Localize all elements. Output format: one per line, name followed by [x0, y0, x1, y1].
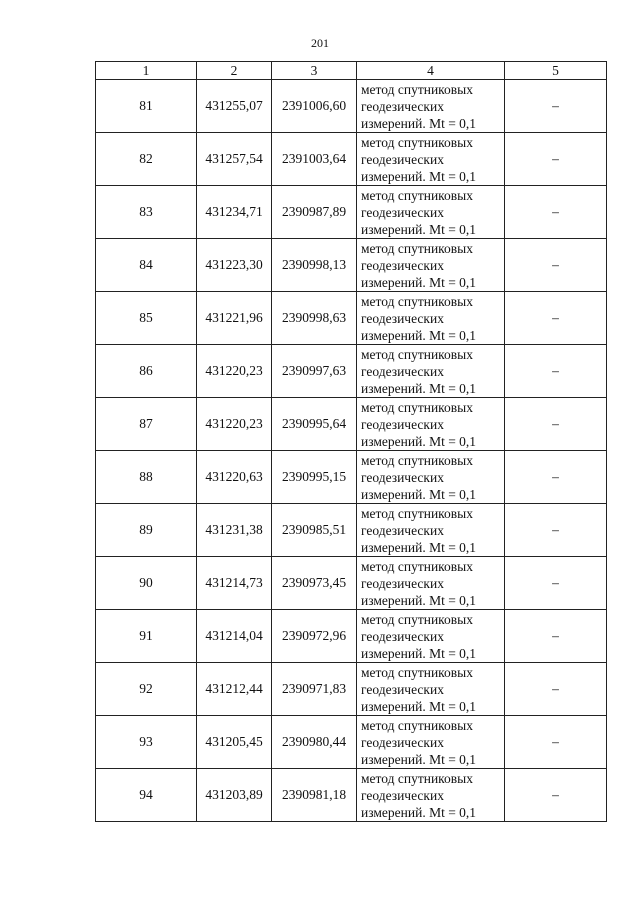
column-header-3: 3 [272, 62, 357, 80]
note-cell: – [505, 345, 607, 398]
method-line: измерений. Mt = 0,1 [361, 804, 477, 820]
column-header-5: 5 [505, 62, 607, 80]
method-cell [357, 451, 505, 504]
note-cell: – [505, 133, 607, 186]
point-number-cell: 91 [96, 610, 197, 663]
method-line: геодезических [361, 575, 444, 591]
y-coordinate-cell: 2390980,44 [272, 716, 357, 769]
note-cell: – [505, 769, 607, 822]
method-line: геодезических [361, 522, 444, 538]
x-coordinate-cell: 431212,44 [197, 663, 272, 716]
method-line: измерений. Mt = 0,1 [361, 274, 477, 290]
y-coordinate-cell: 2390972,96 [272, 610, 357, 663]
x-coordinate-cell: 431255,07 [197, 80, 272, 133]
method-line: измерений. Mt = 0,1 [361, 486, 477, 502]
y-coordinate-cell: 2390985,51 [272, 504, 357, 557]
y-coordinate-cell: 2391003,64 [272, 133, 357, 186]
note-cell: – [505, 663, 607, 716]
method-cell [357, 504, 505, 557]
y-coordinate-cell: 2390998,63 [272, 292, 357, 345]
page-number: 201 [311, 36, 329, 50]
point-number-cell: 87 [96, 398, 197, 451]
column-header-1: 1 [96, 62, 197, 80]
method-line: геодезических [361, 734, 444, 750]
method-cell [357, 292, 505, 345]
point-number-cell: 84 [96, 239, 197, 292]
method-line: метод спутниковых [361, 505, 473, 521]
method-cell [357, 133, 505, 186]
x-coordinate-cell: 431231,38 [197, 504, 272, 557]
method-line: метод спутниковых [361, 717, 473, 733]
x-coordinate-cell: 431220,23 [197, 398, 272, 451]
method-cell [357, 716, 505, 769]
y-coordinate-cell: 2390987,89 [272, 186, 357, 239]
method-line: метод спутниковых [361, 558, 473, 574]
point-number-cell: 83 [96, 186, 197, 239]
point-number-cell: 85 [96, 292, 197, 345]
note-cell: – [505, 398, 607, 451]
note-cell: – [505, 292, 607, 345]
method-cell [357, 186, 505, 239]
table-row [96, 186, 607, 239]
table-row [96, 80, 607, 133]
table-row [96, 716, 607, 769]
y-coordinate-cell: 2390997,63 [272, 345, 357, 398]
method-line: измерений. Mt = 0,1 [361, 592, 477, 608]
table-row [96, 398, 607, 451]
x-coordinate-cell: 431221,96 [197, 292, 272, 345]
method-line: метод спутниковых [361, 81, 473, 97]
x-coordinate-cell: 431214,73 [197, 557, 272, 610]
point-number-cell: 89 [96, 504, 197, 557]
method-line: измерений. Mt = 0,1 [361, 115, 477, 131]
method-line: геодезических [361, 416, 444, 432]
method-line: измерений. Mt = 0,1 [361, 327, 477, 343]
x-coordinate-cell: 431205,45 [197, 716, 272, 769]
method-line: геодезических [361, 151, 444, 167]
method-line: метод спутниковых [361, 293, 473, 309]
method-line: геодезических [361, 681, 444, 697]
method-line: измерений. Mt = 0,1 [361, 539, 477, 555]
method-cell [357, 663, 505, 716]
note-cell: – [505, 451, 607, 504]
table-row [96, 769, 607, 822]
method-line: метод спутниковых [361, 187, 473, 203]
table-row [96, 557, 607, 610]
method-line: метод спутниковых [361, 134, 473, 150]
table-row [96, 133, 607, 186]
y-coordinate-cell: 2390973,45 [272, 557, 357, 610]
y-coordinate-cell: 2390971,83 [272, 663, 357, 716]
method-line: геодезических [361, 257, 444, 273]
point-number-cell: 90 [96, 557, 197, 610]
table-row [96, 504, 607, 557]
method-line: метод спутниковых [361, 611, 473, 627]
x-coordinate-cell: 431223,30 [197, 239, 272, 292]
method-line: геодезических [361, 363, 444, 379]
method-line: измерений. Mt = 0,1 [361, 221, 477, 237]
point-number-cell: 86 [96, 345, 197, 398]
method-line: геодезических [361, 204, 444, 220]
method-line: геодезических [361, 628, 444, 644]
point-number-cell: 94 [96, 769, 197, 822]
column-header-2: 2 [197, 62, 272, 80]
method-line: метод спутниковых [361, 452, 473, 468]
table-body [96, 80, 607, 822]
method-line: метод спутниковых [361, 399, 473, 415]
method-line: измерений. Mt = 0,1 [361, 380, 477, 396]
point-number-cell: 88 [96, 451, 197, 504]
y-coordinate-cell: 2390995,15 [272, 451, 357, 504]
note-cell: – [505, 186, 607, 239]
x-coordinate-cell: 431214,04 [197, 610, 272, 663]
table-header-row [96, 62, 607, 80]
note-cell: – [505, 504, 607, 557]
method-line: геодезических [361, 469, 444, 485]
table-row [96, 292, 607, 345]
note-cell: – [505, 239, 607, 292]
note-cell: – [505, 716, 607, 769]
point-number-cell: 92 [96, 663, 197, 716]
y-coordinate-cell: 2390998,13 [272, 239, 357, 292]
table-row [96, 451, 607, 504]
method-line: измерений. Mt = 0,1 [361, 433, 477, 449]
table-row [96, 345, 607, 398]
y-coordinate-cell: 2390995,64 [272, 398, 357, 451]
method-line: метод спутниковых [361, 346, 473, 362]
method-line: метод спутниковых [361, 664, 473, 680]
note-cell: – [505, 557, 607, 610]
y-coordinate-cell: 2390981,18 [272, 769, 357, 822]
method-line: метод спутниковых [361, 240, 473, 256]
table-row [96, 239, 607, 292]
x-coordinate-cell: 431220,23 [197, 345, 272, 398]
point-number-cell: 93 [96, 716, 197, 769]
x-coordinate-cell: 431220,63 [197, 451, 272, 504]
method-cell [357, 80, 505, 133]
table-row [96, 663, 607, 716]
method-cell [357, 398, 505, 451]
method-cell [357, 345, 505, 398]
note-cell: – [505, 610, 607, 663]
y-coordinate-cell: 2391006,60 [272, 80, 357, 133]
x-coordinate-cell: 431257,54 [197, 133, 272, 186]
method-line: геодезических [361, 98, 444, 114]
point-number-cell: 81 [96, 80, 197, 133]
method-cell [357, 239, 505, 292]
method-cell [357, 769, 505, 822]
method-line: измерений. Mt = 0,1 [361, 698, 477, 714]
method-line: геодезических [361, 310, 444, 326]
method-cell [357, 610, 505, 663]
method-line: измерений. Mt = 0,1 [361, 751, 477, 767]
table-row [96, 610, 607, 663]
method-line: измерений. Mt = 0,1 [361, 168, 477, 184]
x-coordinate-cell: 431203,89 [197, 769, 272, 822]
coordinates-table [95, 61, 607, 822]
note-cell: – [505, 80, 607, 133]
method-line: геодезических [361, 787, 444, 803]
method-line: измерений. Mt = 0,1 [361, 645, 477, 661]
method-line: метод спутниковых [361, 770, 473, 786]
column-header-4: 4 [357, 62, 505, 80]
method-cell [357, 557, 505, 610]
x-coordinate-cell: 431234,71 [197, 186, 272, 239]
point-number-cell: 82 [96, 133, 197, 186]
